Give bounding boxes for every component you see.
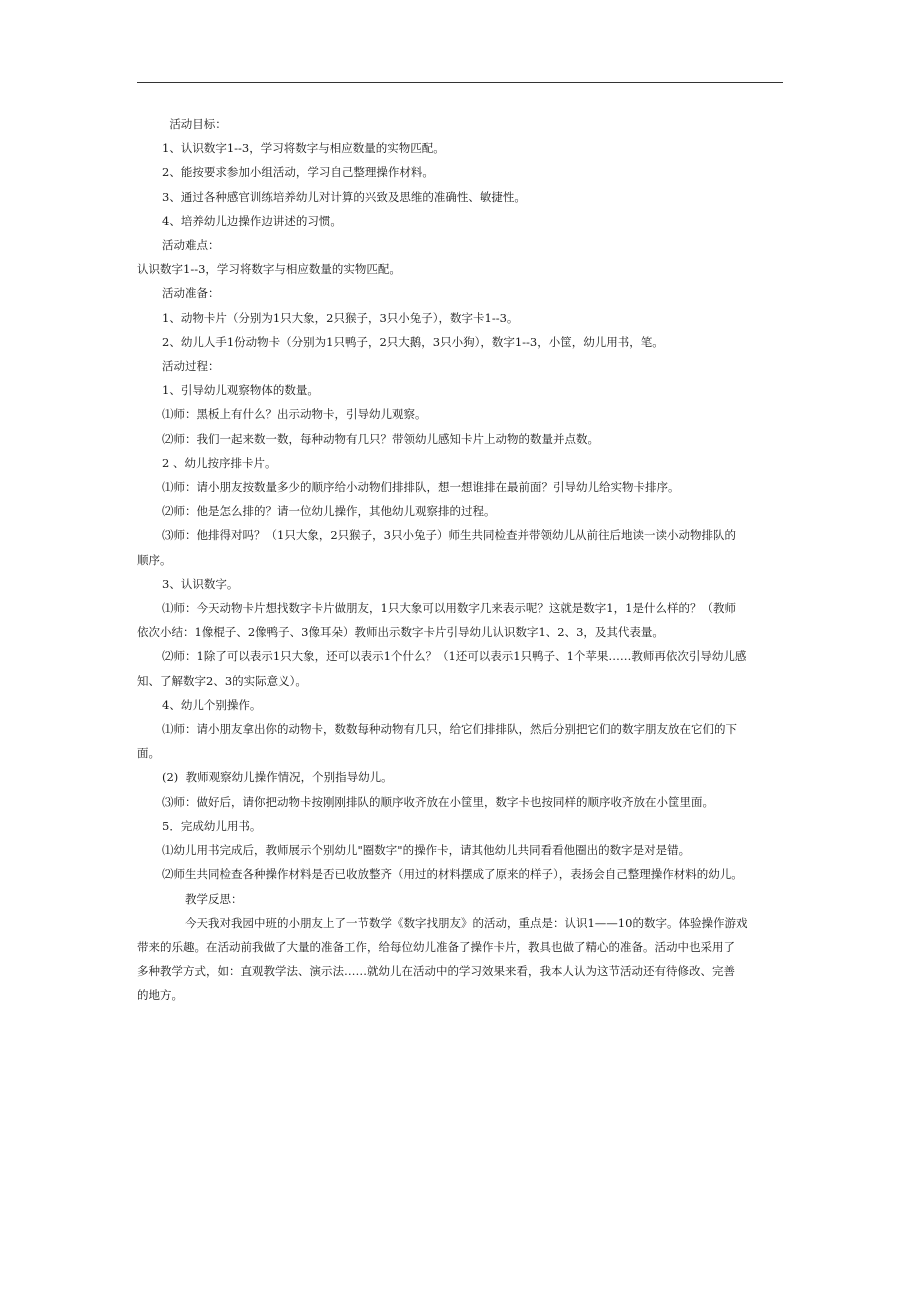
text-line: 面。	[137, 746, 160, 761]
text-line: ⑵师：我们一起来数一数，每种动物有几只？带领幼儿感知卡片上动物的数量并点数。	[162, 431, 599, 446]
text-line: 活动目标：	[162, 117, 227, 131]
text-line: 今天我对我园中班的小朋友上了一节数学《数字找朋友》的活动，重点是：认识1——10的数字。体验操作游戏	[185, 915, 748, 930]
text-line: ⑶师：做好后，请你把动物卡按刚刚排队的顺序收齐放在小筐里，数字卡也按同样的顺序收齐放在小筐里面。	[162, 794, 714, 809]
text-line: 教学反思：	[185, 891, 243, 906]
text-line: 活动难点：	[162, 238, 220, 253]
document-body	[137, 112, 783, 1008]
text-line: 活动准备：	[162, 286, 220, 301]
text-line: 2 、幼儿按序排卡片。	[162, 455, 277, 470]
text-line: 4、培养幼儿边操作边讲述的习惯。	[162, 213, 342, 228]
text-line: 3、通过各种感官训练培养幼儿对计算的兴致及思维的准确性、敏捷性。	[162, 189, 526, 204]
text-line: ⑴幼儿用书完成后，教师展示个别幼儿"圈数字"的操作卡，请其他幼儿共同看看他圈出的数字是对是错。	[162, 843, 691, 858]
text-line: 带来的乐趣。在活动前我做了大量的准备工作，给每位幼儿准备了操作卡片，教具也做了精心的准备。活动中也采用了	[137, 939, 735, 954]
text-line: ⑴师：请小朋友拿出你的动物卡，数数每种动物有几只，给它们排排队，然后分别把它们的数字朋友放在它们的下	[162, 722, 737, 737]
text-line: 5．完成幼儿用书。	[162, 818, 262, 833]
text-line: ⑴师：今天动物卡片想找数字卡片做朋友，1只大象可以用数字几来表示呢？这就是数字1，1是什么样的？（教师	[162, 601, 736, 616]
text-line: 1、引导幼儿观察物体的数量。	[162, 383, 319, 398]
text-line: ⑵师：1除了可以表示1只大象，还可以表示1个什么？（1还可以表示1只鸭子、1个苹果……教师再依次引导幼儿感	[162, 649, 747, 664]
text-line: 4、幼儿个别操作。	[162, 697, 262, 712]
text-line: 知、了解数字2、3的实际意义）。	[137, 673, 307, 688]
text-line: ⑵师生共同检查各种操作材料是否已收放整齐（用过的材料摆成了原来的样子），表扬会自己整理操作材料的幼儿。	[162, 867, 743, 882]
text-line: 依次小结：1像棍子、2像鸭子、3像耳朵）教师出示数字卡片引导幼儿认识数字1、2、3，及其代表量。	[137, 625, 664, 640]
text-line: ⑵师：他是怎么排的？请一位幼儿操作，其他幼儿观察排的过程。	[162, 504, 496, 519]
text-line: 2、能按要求参加小组活动，学习自己整理操作材料。	[162, 165, 434, 180]
text-line: 认识数字1--3，学习将数字与相应数量的实物匹配。	[137, 262, 401, 277]
text-line: 2、幼儿人手1份动物卡（分别为1只鸭子，2只大鹅，3只小狗），数字1--3，小筐，幼儿用书，笔。	[162, 334, 664, 349]
text-line: 顺序。	[137, 552, 172, 567]
text-line: 多种教学方式，如：直观教学法、演示法……就幼儿在活动中的学习效果来看，我本人认为这节活动还有待修改、完善	[137, 964, 735, 979]
text-line: ⑶师：他排得对吗？（1只大象，2只猴子，3只小兔子）师生共同检查并带领幼儿从前往后地读一读小动物排队的	[162, 528, 736, 543]
text-line: 1、认识数字1--3，学习将数字与相应数量的实物匹配。	[162, 141, 445, 156]
header-rule	[137, 82, 783, 83]
text-line: (2) 教师观察幼儿操作情况，个别指导幼儿。	[162, 770, 393, 785]
text-line: ⑴师：请小朋友按数量多少的顺序给小动物们排排队，想一想谁排在最前面？引导幼儿给实物卡排序。	[162, 480, 680, 495]
text-line: 1、动物卡片（分别为1只大象，2只猴子，3只小兔子），数字卡1--3。	[162, 310, 519, 325]
text-line: 3、认识数字。	[162, 576, 239, 591]
text-line: 的地方。	[137, 988, 183, 1003]
text-line: ⑴师：黑板上有什么？出示动物卡，引导幼儿观察。	[162, 407, 427, 422]
text-line: 活动过程：	[162, 359, 220, 374]
